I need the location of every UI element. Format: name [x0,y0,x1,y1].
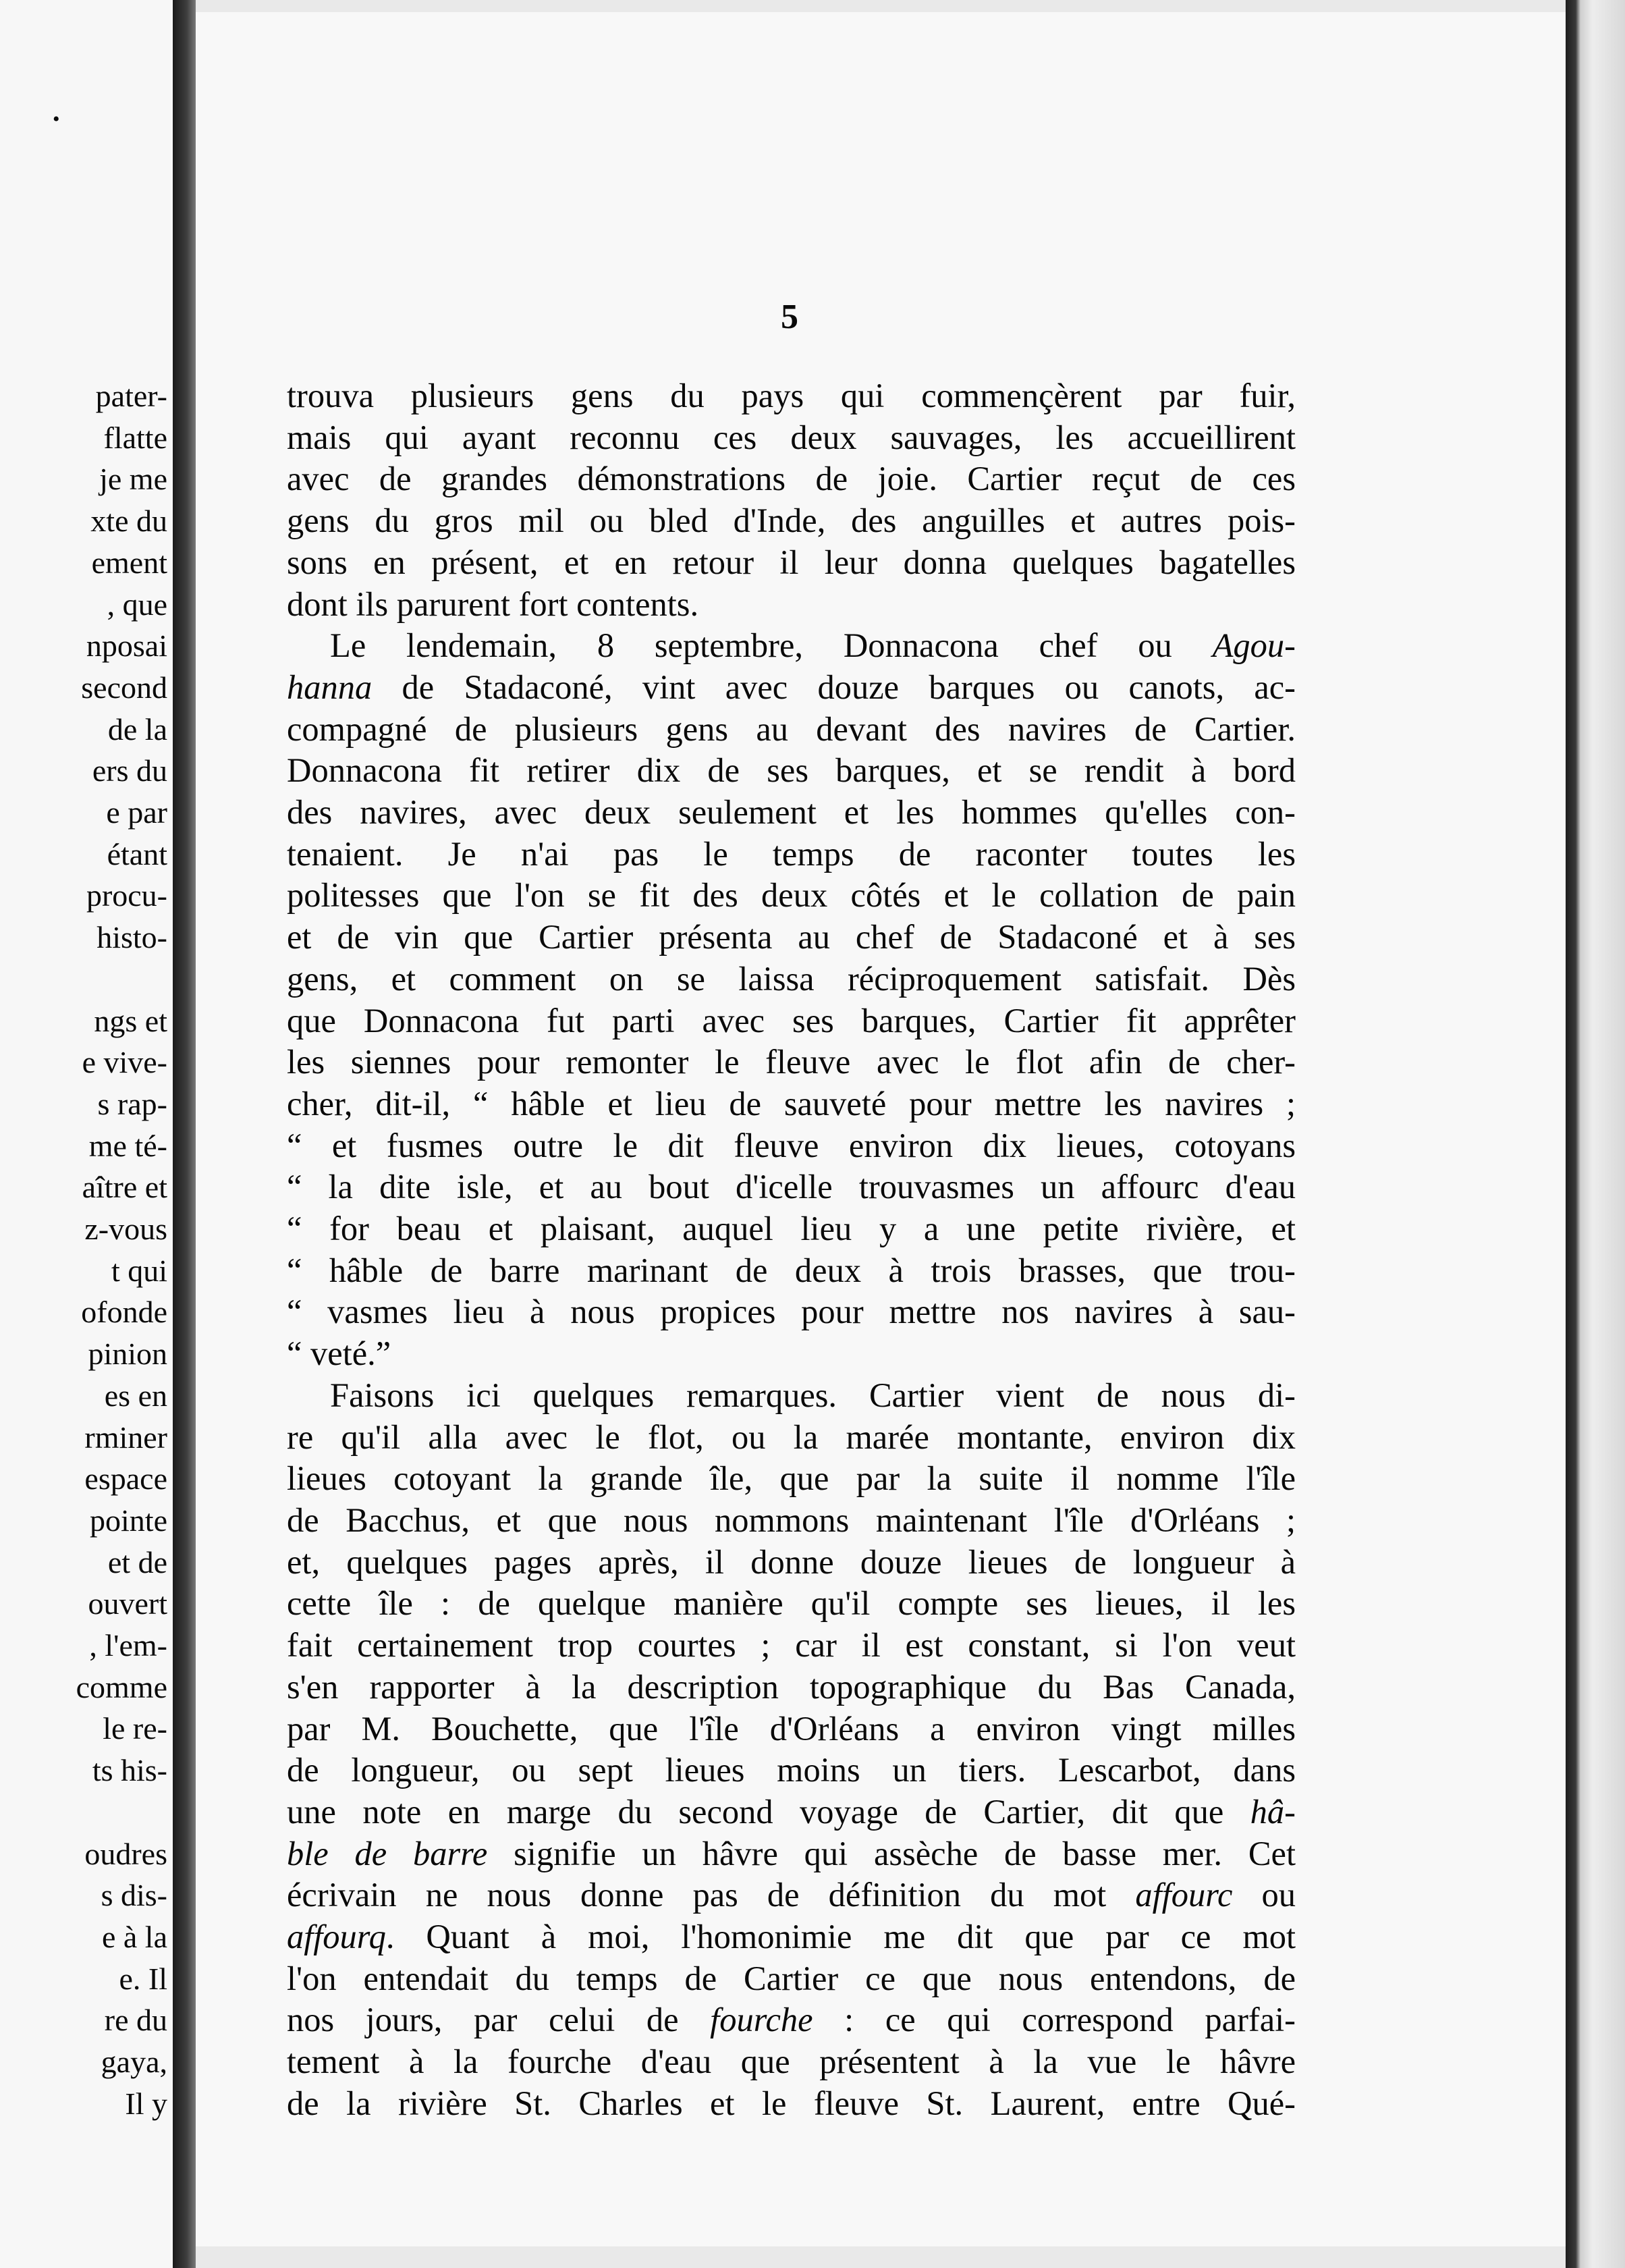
left-page-fragment-line: Il y [125,2086,167,2121]
text-line [287,1999,1296,2041]
page-edge [1566,0,1625,2268]
left-page-fragment-line: ement [91,545,167,580]
left-page-fragment-line: ofonde [81,1295,167,1330]
text-line: par M. Bouchette, que l'île d'Orléans a environ vingt milles [287,1709,1296,1748]
quoted-line: “ veté.” [287,1334,391,1373]
text-run: . Quant à moi, l'homonimie me dit que par ce mot [385,1918,1296,1956]
text-line: compagné de plusieurs gens au devant des navires de Cartier. [287,709,1296,748]
left-page-fragment-line: e vive- [82,1045,167,1080]
text-line: fait certainement trop courtes ; car il est constant, si l'on veut [287,1626,1296,1665]
left-page-fragment-line: de la [107,711,167,747]
italic-term: fourche [710,2001,813,2039]
left-page-fragment-line: le re- [103,1711,167,1746]
text-run: ou [1232,1876,1296,1914]
left-page-fragment-line: histo- [97,920,167,955]
text-line: des navires, avec deux seulement et les hommes qu'elles con- [287,793,1296,832]
text-line [287,1874,1296,1916]
body-text [287,375,1296,2125]
text-line: tenaient. Je n'ai pas le temps de raconter toutes les [287,834,1296,873]
left-page-fragment-line: xte du [90,504,167,539]
left-page-fragment-line: second [81,670,167,705]
left-page-fragment-line: t qui [111,1253,167,1288]
text-line: l'on entendait du temps de Cartier ce que nous entendons, de [287,1959,1296,1997]
left-page-fragment [0,0,174,2268]
left-page-fragment-line: rminer [84,1420,167,1455]
text-line: et de vin que Cartier présenta au chef de Stadaconé et à ses [287,918,1296,956]
text-line: cette île : de quelque manière qu'il compte ses lieues, il les [287,1584,1296,1623]
quoted-line: “ hâble de barre marinant de deux à trois brasses, que trou- [287,1251,1296,1289]
left-page-fragment-line: , que [107,587,167,622]
left-page-fragment-line: z-vous [84,1212,167,1246]
italic-term: ble de barre [287,1834,488,1872]
quoted-line: “ la dite isle, et au bout d'icelle trouvasmes un affourc d'eau [287,1168,1296,1206]
left-page-fragment-line: pater- [95,379,167,413]
text-run: de Stadaconé, vint avec douze barques ou canots, ac- [372,668,1296,706]
text-run: Le lendemain, 8 septembre, Donnacona chef ou [330,626,1213,665]
text-line: gens du gros mil ou bled d'Inde, des anguilles et autres pois- [287,502,1296,540]
text-line [287,667,1296,709]
left-page-fragment-line: oudres [84,1836,167,1871]
left-page-fragment-line: procu- [86,878,167,913]
quoted-line: “ for beau et plaisant, auquel lieu y a une petite rivière, et [287,1210,1296,1248]
text-line: re qu'il alla avec le flot, ou la marée montante, environ dix [287,1418,1296,1456]
text-line: s'en rapporter à la description topographique du Bas Canada, [287,1667,1296,1706]
left-page-fragment-line: étant [107,836,167,871]
left-page-fragment-line: , l'em- [89,1628,167,1663]
left-page-fragment-line: ts his- [92,1753,167,1788]
text-line: de longueur, ou sept lieues moins un tiers. Lescarbot, dans [287,1751,1296,1789]
text-line: trouva plusieurs gens du pays qui commençèrent par fuir, [287,377,1296,414]
left-page-fragment-line: je me [99,462,167,497]
text-run: : ce qui correspond parfai- [812,2001,1296,2039]
italic-term: affourq [287,1918,386,1956]
text-line: dont ils parurent fort contents. [287,585,699,623]
left-page-fragment-line: pinion [88,1336,167,1372]
left-page-fragment-line: ngs et [94,1003,167,1038]
left-page-fragment-line: ers du [92,753,167,788]
text-line: politesses que l'on se fit des deux côtés et le collation de pain [287,876,1296,915]
italic-term: hâ- [1250,1792,1296,1831]
left-page-fragment-line: ouvert [88,1586,167,1621]
quoted-line: “ et fusmes outre le dit fleuve environ dix lieues, cotoyans [287,1126,1296,1164]
left-page-fragment-line: s dis- [101,1878,167,1913]
book-gutter [173,0,196,2268]
italic-term: Agou- [1212,626,1296,665]
left-page-fragment-line: espace [84,1461,167,1496]
left-page-fragment-line: es en [104,1378,167,1413]
left-page-fragment-line: e. Il [119,1961,167,1996]
text-line [287,1791,1296,1833]
paragraph-3 [287,1375,1296,2125]
left-page-fragment-line: e par [106,795,167,830]
left-page-fragment-line: me té- [88,1128,167,1163]
italic-term: hanna [287,668,373,706]
text-line: sons en présent, et en retour il leur donna quelques bagatelles [287,543,1296,581]
page-number: 5 [781,298,798,336]
text-line: que Donnacona fut parti avec ses barques, Cartier fit apprêter [287,1001,1296,1040]
text-line: Donnacona fit retirer dix de ses barques, et se rendit à bord [287,751,1296,790]
text-run: nos jours, par celui de [287,2001,711,2039]
left-page-fragment-line: pointe [90,1503,167,1538]
text-line [287,1916,1296,1958]
text-line: gens, et comment on se laissa réciproquement satisfait. Dès [287,959,1296,998]
text-line: tement à la fourche d'eau que présentent à la vue le hâvre [287,2043,1296,2081]
left-page-fragment-line: comme [76,1669,167,1704]
text-run: une note en marge du second voyage de Cartier, dit que [287,1792,1250,1831]
left-page-fragment-line: flatte [103,420,167,455]
text-line: Faisons ici quelques remarques. Cartier vient de nous di- [330,1376,1296,1414]
text-line: de la rivière St. Charles et le fleuve St. Laurent, entre Qué- [287,2084,1296,2122]
italic-term: affourc [1135,1876,1233,1914]
left-page-fragment-line: re du [104,2003,167,2038]
quoted-line: “ vasmes lieu à nous propices pour mettre nos navires à sau- [287,1293,1296,1331]
text-line [287,625,1296,667]
text-run: écrivain ne nous donne pas de définition du mot [287,1876,1136,1914]
text-line: de Bacchus, et que nous nommons maintenant l'île d'Orléans ; [287,1501,1296,1539]
paragraph-1 [287,375,1296,625]
left-page-fragment-line: s rap- [97,1086,167,1121]
text-line: et, quelques pages après, il donne douze lieues de longueur à [287,1542,1296,1581]
text-line: mais qui ayant reconnu ces deux sauvages, les accueillirent [287,418,1296,456]
text-line [287,1833,1296,1875]
text-line: lieues cotoyant la grande île, que par la suite il nomme l'île [287,1459,1296,1498]
text-line: cher, dit-il, “ hâble et lieu de sauveté pour mettre les navires ; [287,1084,1296,1123]
left-page-mark: • [53,108,60,130]
left-page-fragment-line: nposai [86,628,167,664]
left-page-fragment-line: et de [107,1544,167,1580]
left-page-fragment-line: aître et [82,1170,167,1205]
paragraph-2 [287,625,1296,1375]
text-run: signifie un hâvre qui assèche de basse mer. Cet [487,1834,1296,1872]
left-page-fragment-line: e à la [101,1919,167,1954]
left-page-fragment-line: gaya, [101,2045,167,2079]
text-line: avec de grandes démonstrations de joie. Cartier reçut de ces [287,460,1296,498]
text-line: les siennes pour remonter le fleuve avec le flot afin de cher- [287,1043,1296,1081]
